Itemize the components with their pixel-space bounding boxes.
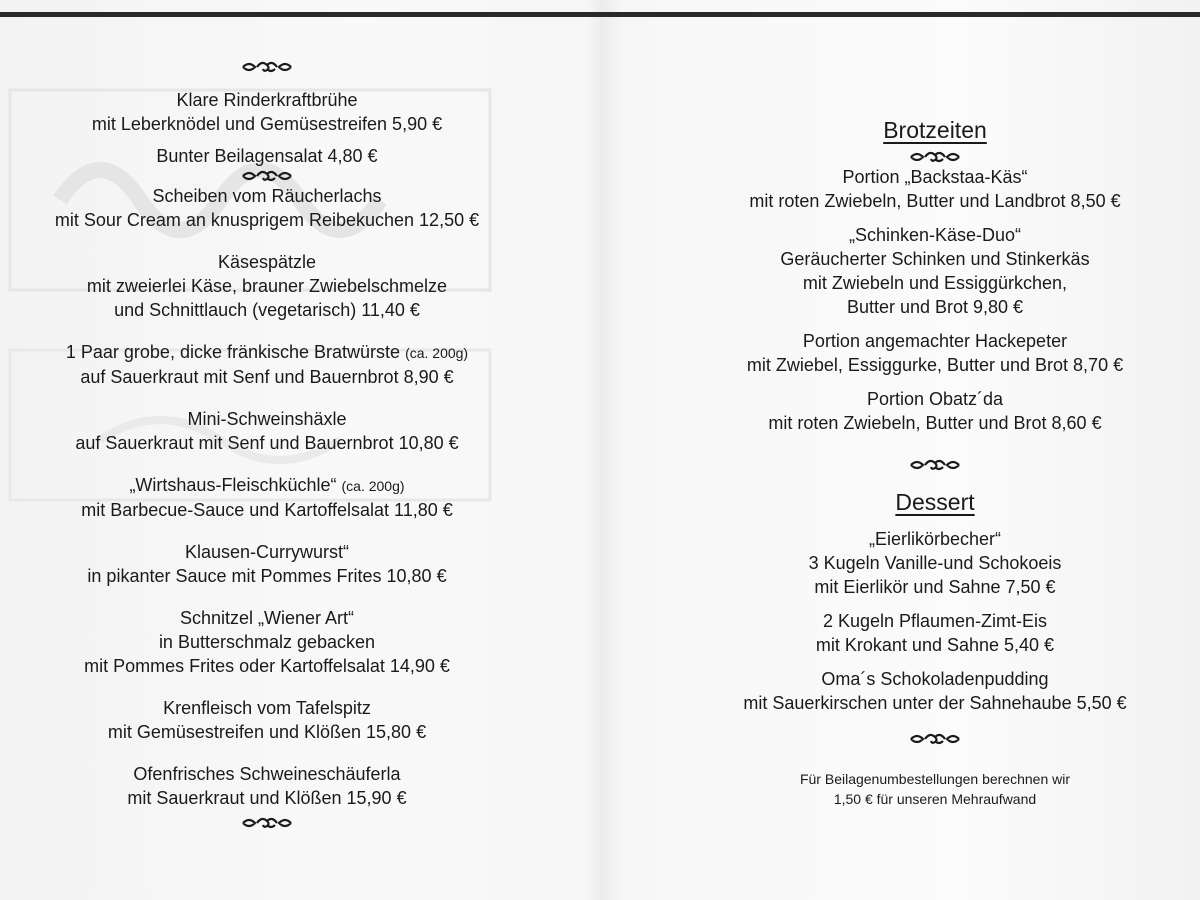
- dish-name: „Wirtshaus-Fleischküchle“: [129, 475, 337, 495]
- dish-name: „Schinken-Käse-Duo“: [848, 225, 1022, 245]
- menu-item: [700, 527, 1170, 599]
- menu-item: [12, 144, 522, 168]
- dish-name: Scheiben vom Räucherlachs: [152, 186, 382, 206]
- menu-item: [12, 606, 522, 678]
- dish-description: mit Leberknödel und Gemüsestreifen 5,90 €: [91, 114, 443, 134]
- dish-description: auf Sauerkraut mit Senf und Bauernbrot 8,90 €: [80, 367, 454, 387]
- dish-name: Oma´s Schokoladenpudding: [821, 669, 1049, 689]
- side-dish-change-note: [700, 769, 1170, 809]
- dish-name: Bunter Beilagensalat 4,80 €: [156, 146, 378, 166]
- dish-description: mit Eierlikör und Sahne 7,50 €: [814, 577, 1056, 597]
- dish-description: in pikanter Sauce mit Pommes Frites 10,80 €: [87, 566, 447, 586]
- dish-description: auf Sauerkraut mit Senf und Bauernbrot 10,80 €: [75, 433, 459, 453]
- menu-item: [12, 473, 522, 522]
- menu-item: [12, 88, 522, 136]
- ornament-divider-icon: [909, 149, 961, 165]
- dish-description: Geräucherter Schinken und Stinkerkäs: [780, 249, 1090, 269]
- menu-item: [700, 329, 1170, 377]
- menu-item: [700, 165, 1170, 213]
- dish-name: Portion „Backstaa-Käs“: [842, 167, 1028, 187]
- menu-item: [12, 184, 522, 232]
- menu-item: [700, 609, 1170, 657]
- dish-name: Klare Rinderkraftbrühe: [176, 90, 358, 110]
- dish-description: mit zweierlei Käse, brauner Zwiebelschmelze: [86, 276, 448, 296]
- dish-name: „Eierlikörbecher“: [868, 529, 1002, 549]
- dish-name: Klausen-Currywurst“: [184, 542, 350, 562]
- note-line: Für Beilagenumbestellungen berechnen wir: [799, 771, 1071, 787]
- ornament-divider-icon: [909, 457, 961, 473]
- dish-description: mit roten Zwiebeln, Butter und Landbrot 8,50 €: [749, 191, 1121, 211]
- ornament-divider-icon: [241, 810, 293, 832]
- portion-size: (ca. 200g): [341, 478, 405, 494]
- dish-description: mit Sauerkirschen unter der Sahnehaube 5,50 €: [743, 693, 1127, 713]
- menu-item: [12, 540, 522, 588]
- menu-item: [12, 340, 522, 389]
- main-dishes-column: [12, 60, 522, 832]
- dish-name: Portion Obatz´da: [866, 389, 1004, 409]
- dish-description: mit Pommes Frites oder Kartoffelsalat 14,90 €: [84, 656, 450, 676]
- dish-description: mit Gemüsestreifen und Klößen 15,80 €: [107, 722, 427, 742]
- dish-name: 2 Kugeln Pflaumen-Zimt-Eis: [822, 611, 1048, 631]
- section-heading-brotzeiten: Brotzeiten: [883, 117, 987, 143]
- dish-name: Schnitzel „Wiener Art“: [179, 608, 355, 628]
- menu-item: [12, 696, 522, 744]
- dish-description: und Schnittlauch (vegetarisch) 11,40 €: [114, 300, 420, 320]
- menu-item: [12, 762, 522, 810]
- dish-name: Portion angemachter Hackepeter: [802, 331, 1068, 351]
- note-line: 1,50 € für unseren Mehraufwand: [833, 791, 1037, 807]
- snacks-dessert-column: [700, 60, 1170, 809]
- menu-item: [700, 667, 1170, 715]
- dish-description: mit Barbecue-Sauce und Kartoffelsalat 11,80 €: [81, 500, 453, 520]
- ornament-divider-icon: [909, 731, 961, 747]
- dish-name: 1 Paar grobe, dicke fränkische Bratwürste: [65, 342, 401, 362]
- dish-description: mit roten Zwiebeln, Butter und Brot 8,60 €: [768, 413, 1102, 433]
- dish-description: Butter und Brot 9,80 €: [846, 297, 1024, 317]
- dish-description: mit Sour Cream an knusprigem Reibekuchen 12,50 €: [54, 210, 480, 230]
- portion-size: (ca. 200g): [405, 345, 469, 361]
- dish-description: mit Krokant und Sahne 5,40 €: [815, 635, 1055, 655]
- dish-description: mit Zwiebel, Essiggurke, Butter und Brot 8,70 €: [746, 355, 1124, 375]
- dish-name: Ofenfrisches Schweineschäuferla: [133, 764, 401, 784]
- dish-name: Krenfleisch vom Tafelspitz: [163, 698, 371, 718]
- dish-description: mit Sauerkraut und Klößen 15,90 €: [127, 788, 407, 808]
- section-heading-dessert: Dessert: [895, 489, 975, 515]
- menu-item: [700, 387, 1170, 435]
- dish-description: mit Zwiebeln und Essiggürkchen,: [802, 273, 1068, 293]
- dish-name: Mini-Schweinshäxle: [187, 409, 347, 429]
- menu-item: [12, 250, 522, 322]
- ornament-divider-icon: [241, 60, 293, 74]
- menu-item: [12, 407, 522, 455]
- menu-item: [700, 223, 1170, 319]
- dish-description: 3 Kugeln Vanille-und Schokoeis: [808, 553, 1062, 573]
- ornament-divider-icon: [241, 168, 293, 184]
- top-edge-divider: [0, 12, 1200, 17]
- dish-description: in Butterschmalz gebacken: [158, 632, 376, 652]
- dish-name: Käsespätzle: [217, 252, 317, 272]
